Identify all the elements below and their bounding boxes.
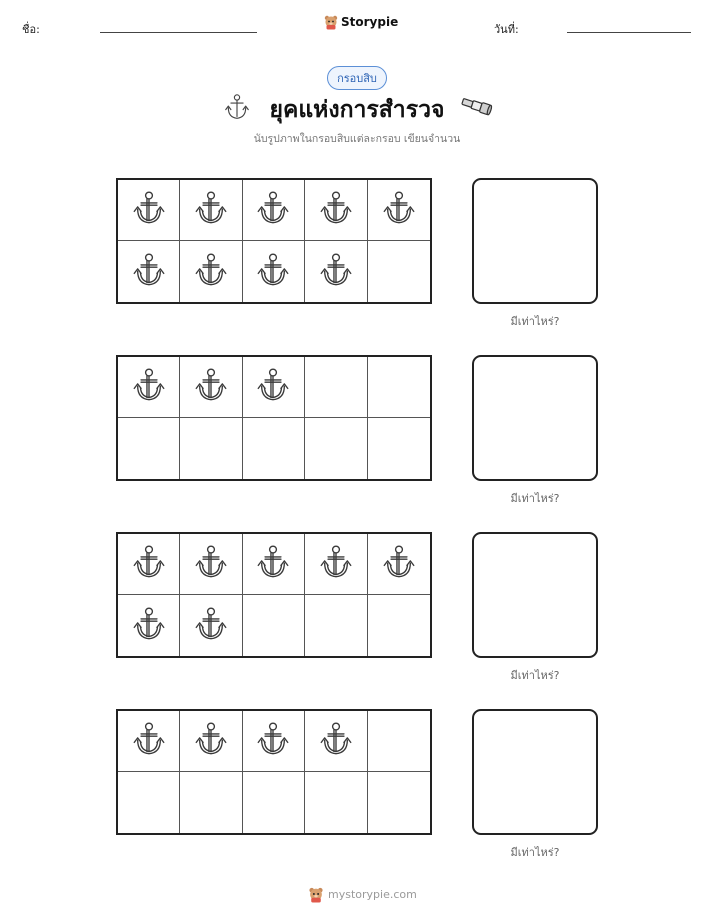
anchor-icon (194, 605, 228, 647)
answer-box-1[interactable] (472, 178, 598, 304)
frame-cell (180, 180, 242, 241)
anchor-icon (382, 189, 416, 231)
frame-cell (118, 241, 180, 302)
spyglass-icon (460, 96, 494, 116)
frame-cell (243, 595, 305, 656)
brand-name: Storypie (341, 15, 399, 29)
frame-cell (118, 180, 180, 241)
frame-cell (305, 595, 367, 656)
frame-cell (305, 711, 367, 772)
answer-box-3[interactable] (472, 532, 598, 658)
frame-cell (243, 180, 305, 241)
frame-cell (180, 595, 242, 656)
frame-cell (118, 711, 180, 772)
frame-cell (180, 534, 242, 595)
brand-logo (324, 14, 398, 30)
frame-cell (368, 418, 430, 479)
anchor-icon (132, 251, 166, 293)
name-label: ชื่อ: (22, 23, 40, 36)
anchor-icon (319, 720, 353, 762)
footer (308, 886, 417, 903)
anchor-icon (319, 543, 353, 585)
frame-cell (368, 180, 430, 241)
anchor-icon (194, 720, 228, 762)
frame-cell (368, 772, 430, 833)
ten-frame-3 (116, 532, 432, 658)
frame-cell (368, 357, 430, 418)
anchor-icon (382, 543, 416, 585)
answer-box-2[interactable] (472, 355, 598, 481)
frame-cell (368, 241, 430, 302)
name-line[interactable] (100, 32, 257, 33)
anchor-icon (132, 720, 166, 762)
anchor-icon (132, 605, 166, 647)
anchor-icon (256, 251, 290, 293)
anchor-icon (132, 543, 166, 585)
frame-cell (180, 418, 242, 479)
frame-cell (368, 711, 430, 772)
frame-cell (243, 711, 305, 772)
frame-cell (305, 772, 367, 833)
anchor-icon (194, 251, 228, 293)
ten-frame-2 (116, 355, 432, 481)
anchor-icon (256, 189, 290, 231)
frame-cell (305, 534, 367, 595)
how-many-prompt-4: มีเท่าไหร่? (510, 846, 560, 859)
anchor-icon (132, 366, 166, 408)
anchor-icon (194, 543, 228, 585)
frame-cell (243, 418, 305, 479)
frame-cell (243, 772, 305, 833)
anchor-icon (256, 543, 290, 585)
ten-frame-4 (116, 709, 432, 835)
frame-cell (243, 241, 305, 302)
topic-badge: กรอบสิบ (327, 66, 387, 90)
frame-cell (368, 595, 430, 656)
page-title: ยุคแห่งการสำรวจ (269, 97, 445, 123)
anchor-icon (256, 366, 290, 408)
frame-cell (305, 418, 367, 479)
how-many-prompt-2: มีเท่าไหร่? (510, 492, 560, 505)
anchor-icon (224, 93, 250, 121)
answer-box-4[interactable] (472, 709, 598, 835)
anchor-icon (319, 251, 353, 293)
footer-site: mystorypie.com (328, 888, 417, 901)
frame-cell (243, 534, 305, 595)
anchor-icon (132, 189, 166, 231)
frame-cell (118, 357, 180, 418)
frame-cell (305, 357, 367, 418)
anchor-icon (194, 189, 228, 231)
frame-cell (243, 357, 305, 418)
frame-cell (118, 534, 180, 595)
anchor-icon (319, 189, 353, 231)
date-line[interactable] (567, 32, 691, 33)
frame-cell (305, 180, 367, 241)
how-many-prompt-3: มีเท่าไหร่? (510, 669, 560, 682)
bear-mascot-icon (308, 886, 324, 903)
frame-cell (368, 534, 430, 595)
frame-cell (118, 418, 180, 479)
frame-cell (118, 595, 180, 656)
frame-cell (180, 357, 242, 418)
bear-mascot-icon (324, 14, 338, 30)
frame-cell (180, 711, 242, 772)
how-many-prompt-1: มีเท่าไหร่? (510, 315, 560, 328)
frame-cell (118, 772, 180, 833)
date-label: วันที่: (494, 23, 519, 36)
frame-cell (305, 241, 367, 302)
instructions: นับรูปภาพในกรอบสิบแต่ละกรอบ เขียนจำนวน (253, 133, 461, 145)
anchor-icon (256, 720, 290, 762)
anchor-icon (194, 366, 228, 408)
ten-frame-1 (116, 178, 432, 304)
frame-cell (180, 772, 242, 833)
frame-cell (180, 241, 242, 302)
